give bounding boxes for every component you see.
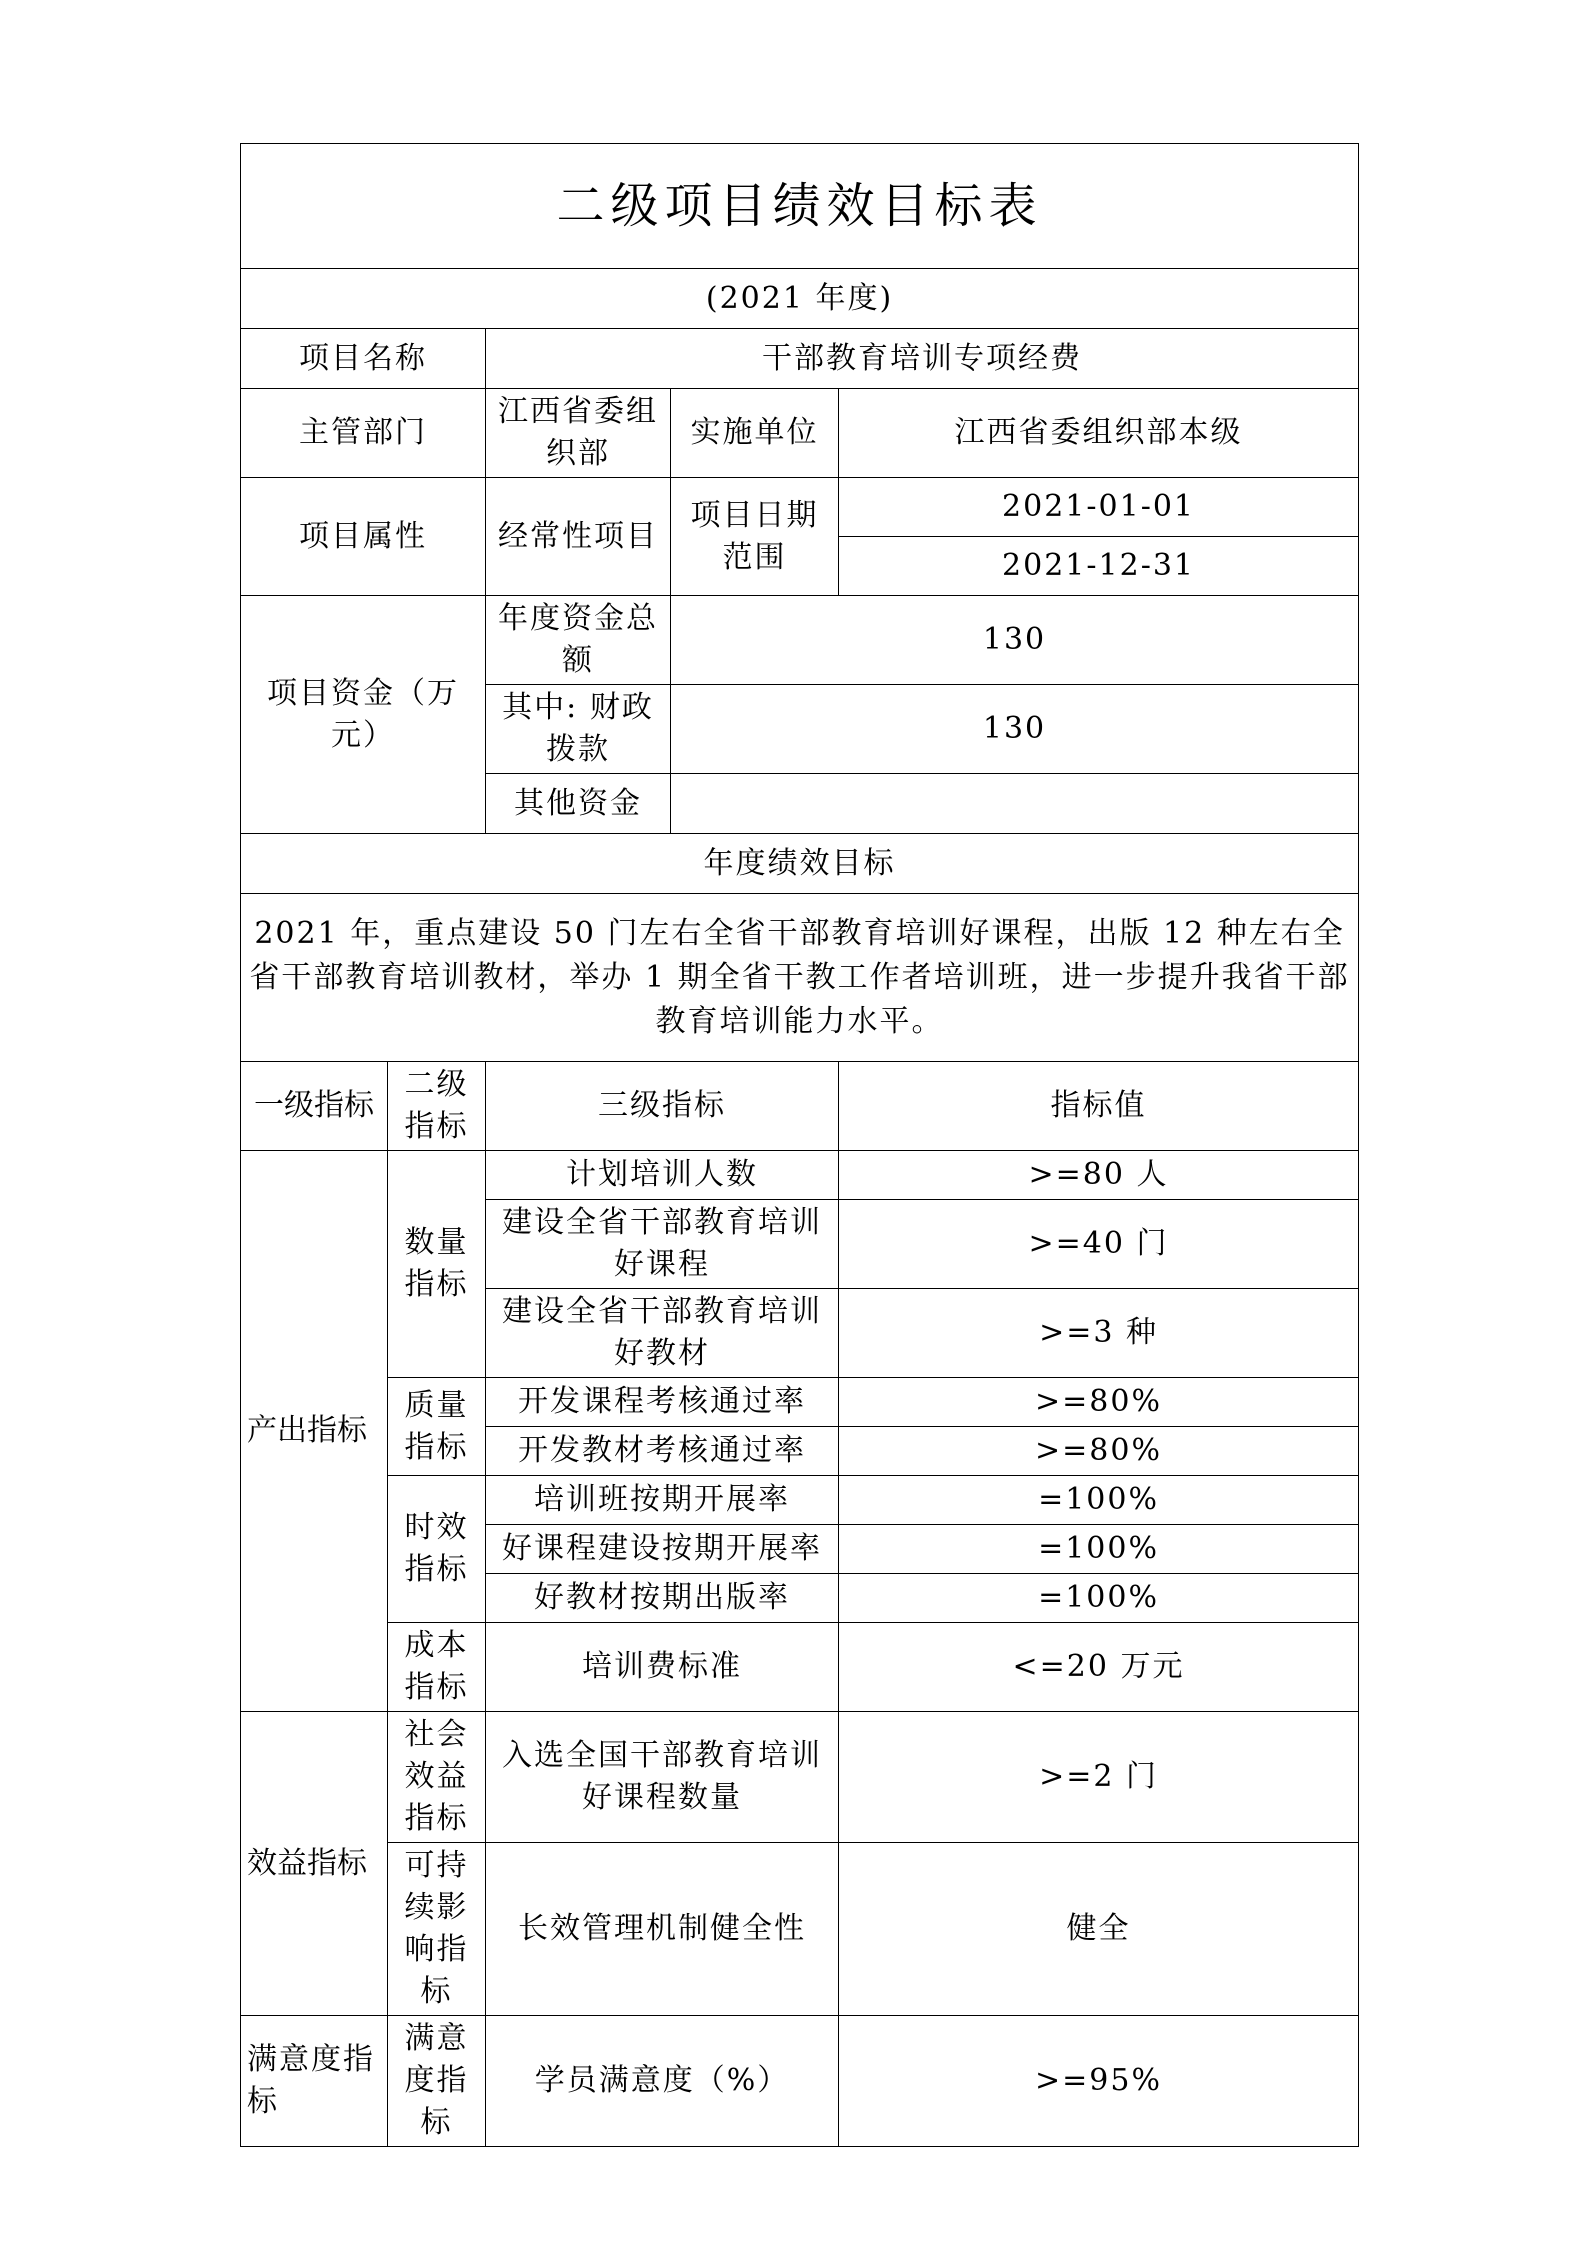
- social-indicator-label: 社会效益指标: [388, 1712, 486, 1843]
- start-date: 2021-01-01: [839, 478, 1359, 537]
- indicator-value: <=20 万元: [839, 1623, 1359, 1712]
- indicator-value: =100%: [839, 1574, 1359, 1623]
- impl-unit-label: 实施单位: [671, 389, 839, 478]
- fiscal-funds-value: 130: [671, 685, 1359, 774]
- indicator-name: 开发教材考核通过率: [486, 1427, 839, 1476]
- indicator-value: 健全: [839, 1843, 1359, 2016]
- indicator-value: >=3 种: [839, 1289, 1359, 1378]
- quantity-indicator-label: 数量指标: [388, 1151, 486, 1378]
- year-label: (2021 年度): [241, 269, 1359, 329]
- department-label: 主管部门: [241, 389, 486, 478]
- attribute-label: 项目属性: [241, 478, 486, 596]
- project-name-label: 项目名称: [241, 329, 486, 389]
- header-value: 指标值: [839, 1062, 1359, 1151]
- indicator-value: >=80%: [839, 1378, 1359, 1427]
- end-date: 2021-12-31: [839, 537, 1359, 596]
- indicator-value: =100%: [839, 1476, 1359, 1525]
- sustain-indicator-label: 可持续影响指标: [388, 1843, 486, 2016]
- indicator-value: >=80%: [839, 1427, 1359, 1476]
- indicator-name: 开发课程考核通过率: [486, 1378, 839, 1427]
- indicator-name: 学员满意度（%）: [486, 2016, 839, 2147]
- funds-label: 项目资金（万元）: [241, 596, 486, 834]
- indicator-value: >=40 门: [839, 1200, 1359, 1289]
- performance-table: [240, 143, 1359, 2147]
- indicator-name: 建设全省干部教育培训好课程: [486, 1200, 839, 1289]
- header-level1: 一级指标: [241, 1062, 388, 1151]
- indicator-name: 入选全国干部教育培训好课程数量: [486, 1712, 839, 1843]
- department-value: 江西省委组织部: [486, 389, 671, 478]
- indicator-name: 长效管理机制健全性: [486, 1843, 839, 2016]
- indicator-value: >=95%: [839, 2016, 1359, 2147]
- cost-indicator-label: 成本指标: [388, 1623, 486, 1712]
- attribute-value: 经常性项目: [486, 478, 671, 596]
- satisfaction-sub-label: 满意度指标: [388, 2016, 486, 2147]
- indicator-name: 好教材按期出版率: [486, 1574, 839, 1623]
- goal-label: 年度绩效目标: [241, 834, 1359, 894]
- total-funds-label: 年度资金总额: [486, 596, 671, 685]
- total-funds-value: 130: [671, 596, 1359, 685]
- indicator-name: 好课程建设按期开展率: [486, 1525, 839, 1574]
- header-level3: 三级指标: [486, 1062, 839, 1151]
- project-name-value: 干部教育培训专项经费: [486, 329, 1359, 389]
- satisfaction-indicator-label: 满意度指标: [241, 2016, 388, 2147]
- other-funds-value: [671, 774, 1359, 834]
- page-title: 二级项目绩效目标表: [241, 144, 1359, 269]
- benefit-indicator-label: 效益指标: [241, 1712, 388, 2016]
- goal-text: 2021 年，重点建设 50 门左右全省干部教育培训好课程，出版 12 种左右全省干部教育培训教材，举办 1 期全省干教工作者培训班，进一步提升我省干部教育培训能力水平。: [241, 894, 1359, 1062]
- quality-indicator-label: 质量指标: [388, 1378, 486, 1476]
- impl-unit-value: 江西省委组织部本级: [839, 389, 1359, 478]
- indicator-name: 培训费标准: [486, 1623, 839, 1712]
- indicator-name: 培训班按期开展率: [486, 1476, 839, 1525]
- indicator-name: 计划培训人数: [486, 1151, 839, 1200]
- date-range-label: 项目日期范围: [671, 478, 839, 596]
- output-indicator-label: 产出指标: [241, 1151, 388, 1712]
- other-funds-label: 其他资金: [486, 774, 671, 834]
- indicator-name: 建设全省干部教育培训好教材: [486, 1289, 839, 1378]
- indicator-value: >=80 人: [839, 1151, 1359, 1200]
- timeliness-indicator-label: 时效指标: [388, 1476, 486, 1623]
- fiscal-funds-label: 其中: 财政拨款: [486, 685, 671, 774]
- header-level2: 二级指标: [388, 1062, 486, 1151]
- indicator-value: >=2 门: [839, 1712, 1359, 1843]
- indicator-value: =100%: [839, 1525, 1359, 1574]
